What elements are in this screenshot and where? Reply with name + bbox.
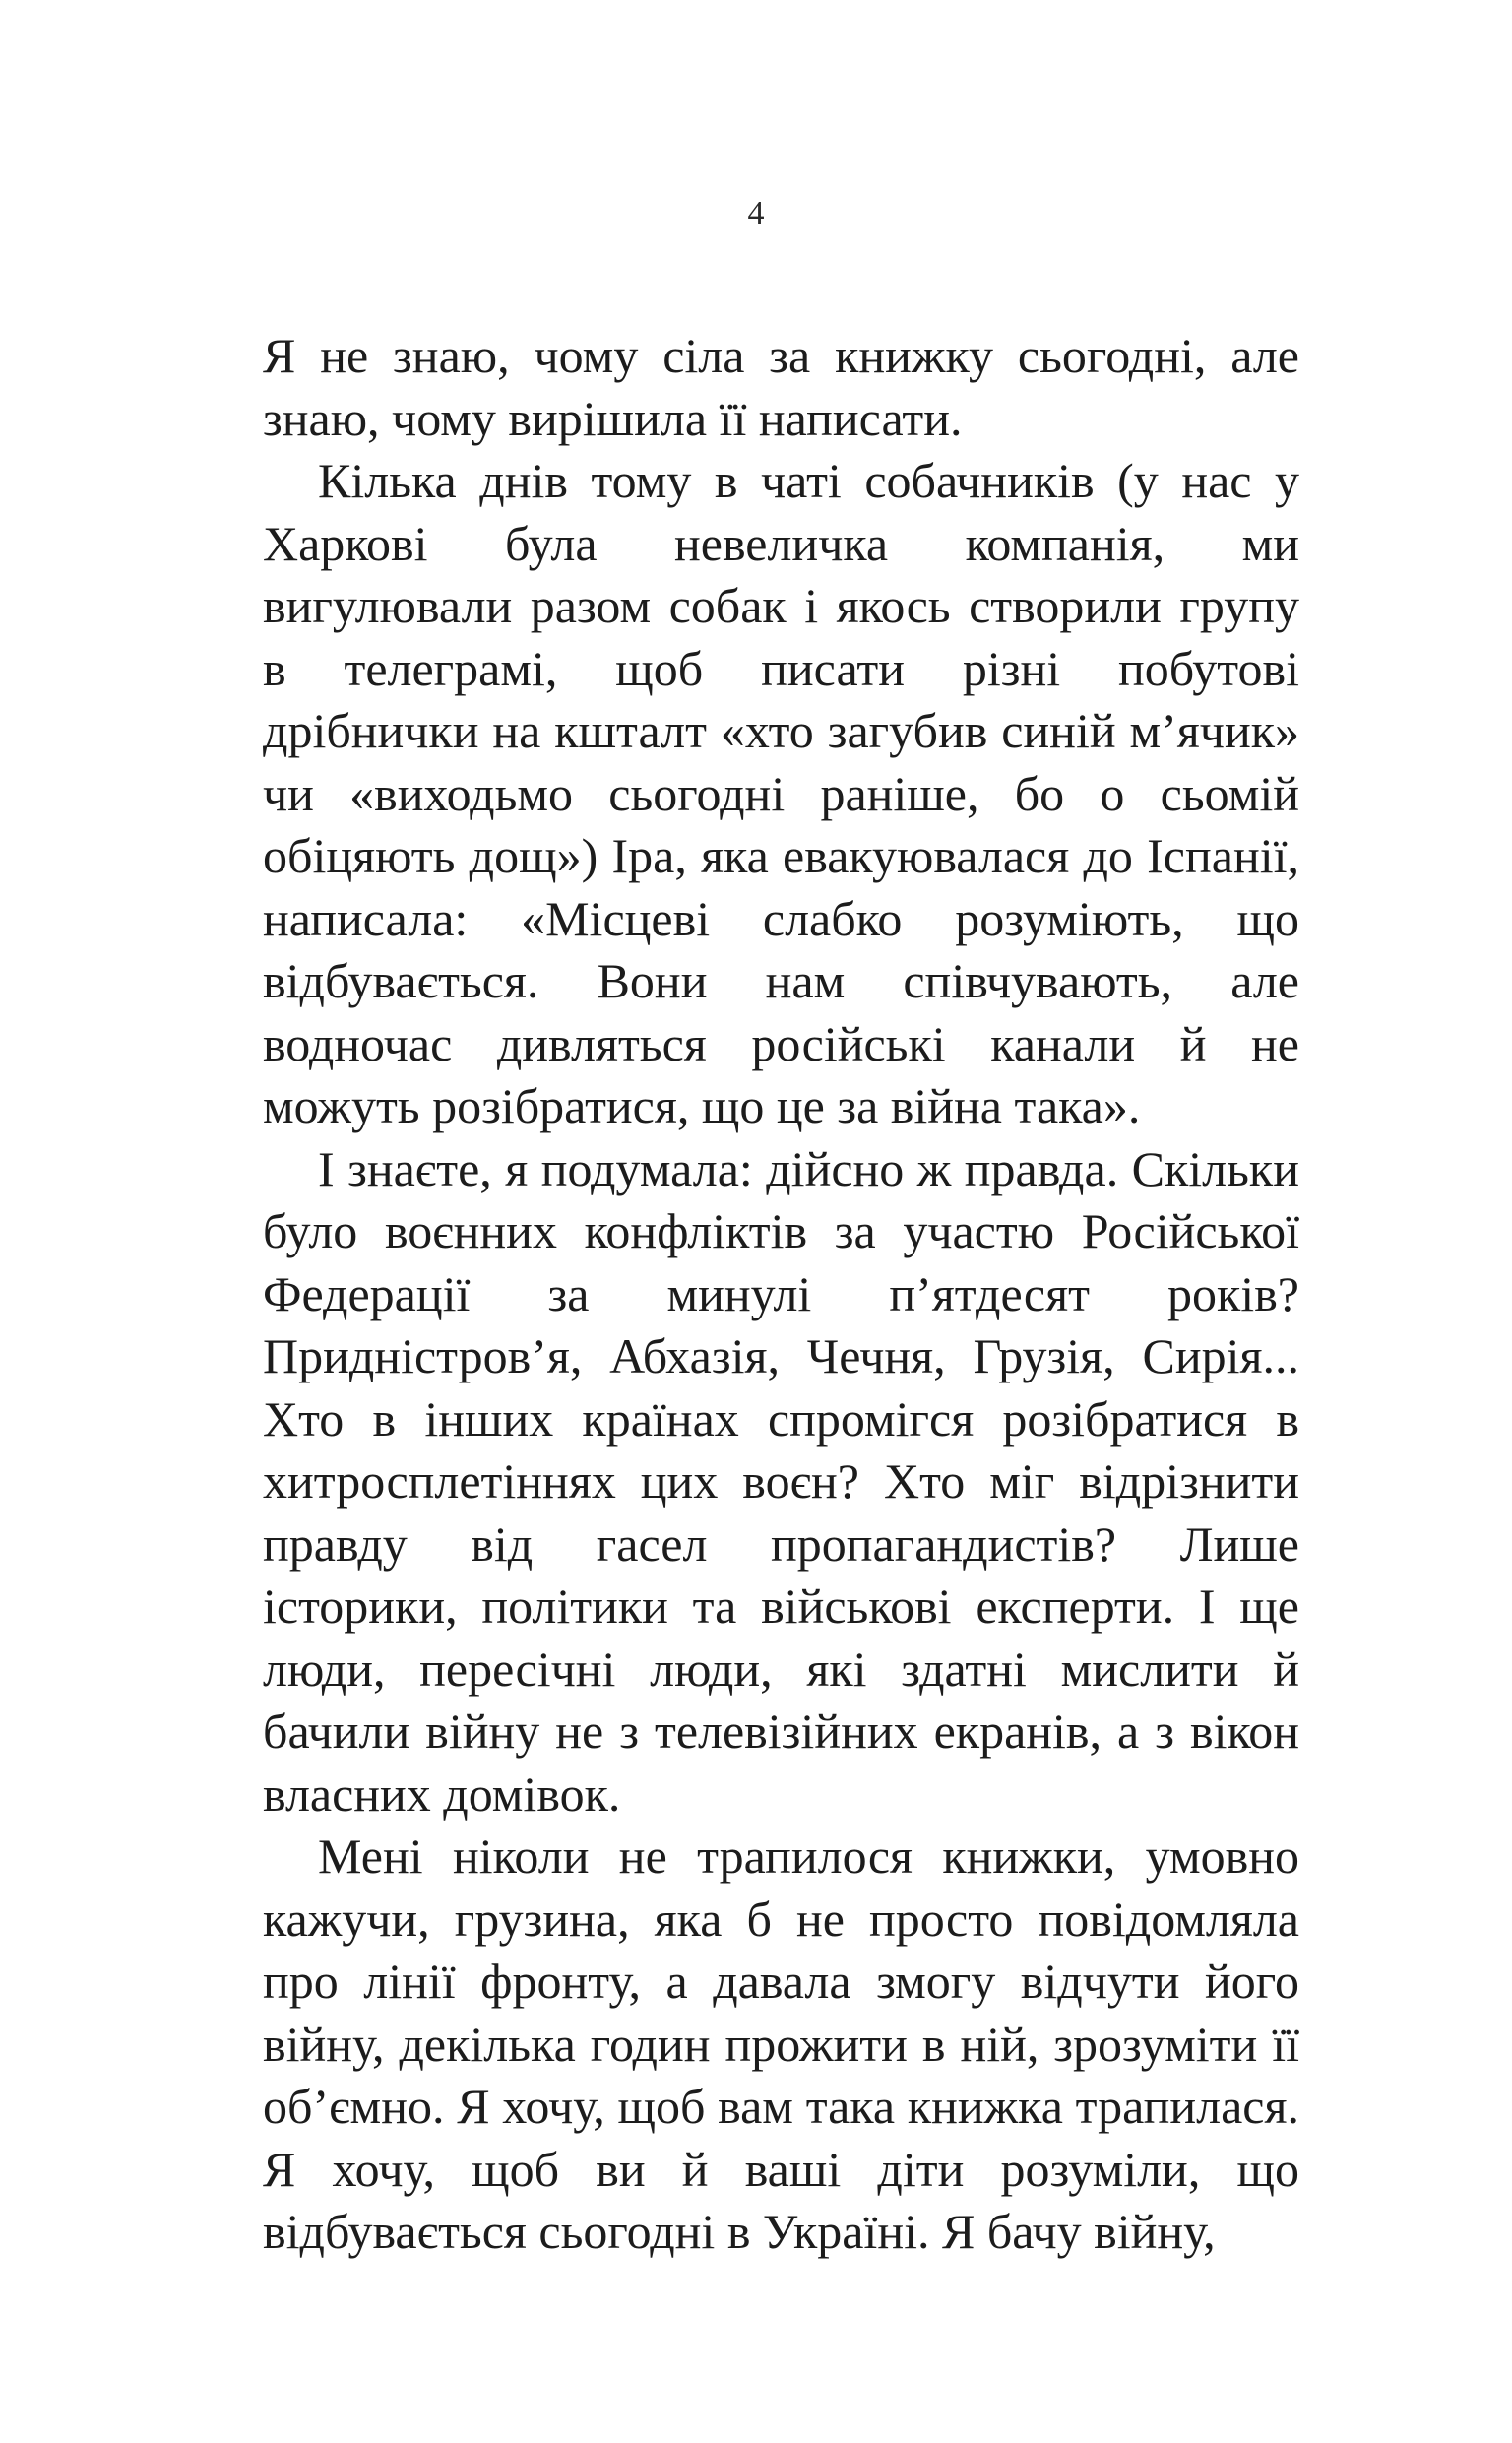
page-number: 4 (747, 195, 765, 231)
paragraph-3: І знаєте, я подумала: дійсно ж правда. Скільки було воєнних конфліктів за участю Російської Федерації за минулі п’ятдесят років? Придністров’я, Абхазія, Чечня, Грузія, Сирія... Хто в інших країнах спромігся розібратися в хитросплетіннях цих воєн? Хто міг відрізнити правду від гасел пропагандистів? Лише історики, політики та військові експерти. І ще люди, пересічні люди, які здатні мислити й бачили війну не з телевізійних екранів, а з вікон власних домівок. (263, 1140, 1299, 1822)
paragraph-1: Я не знаю, чому сіла за книжку сьогодні, але знаю, чому вирішила її написати. (263, 328, 1299, 446)
body-text (263, 325, 1299, 2264)
paragraph-4: Мені ніколи не трапилося книжки, умовно кажучи, грузина, яка б не просто повідомляла про лінії фронту, а давала змогу відчути його війну, декілька годин прожити в ній, зрозуміти її об’ємно. Я хочу, щоб вам така книжка трапилася. Я хочу, щоб ви й ваші діти розуміли, що відбувається сьогодні в Україні. Я бачу війну, (263, 1829, 1299, 2259)
paragraph-2: Кілька днів тому в чаті собачників (у нас у Харкові була невеличка компанія, ми вигулювали разом собак і якось створили групу в телеграмі, щоб писати різні побутові дрібнички на кшталт «хто загубив синій м’ячик» чи «виходьмо сьогодні раніше, бо о сьомій обіцяють дощ») Іра, яка евакуювалася до Іспанії, написала: «Місцеві слабко розуміють, що відбувається. Вони нам співчувають, але водночас дивляться російські канали й не можуть розібратися, що це за війна така». (263, 453, 1299, 1133)
